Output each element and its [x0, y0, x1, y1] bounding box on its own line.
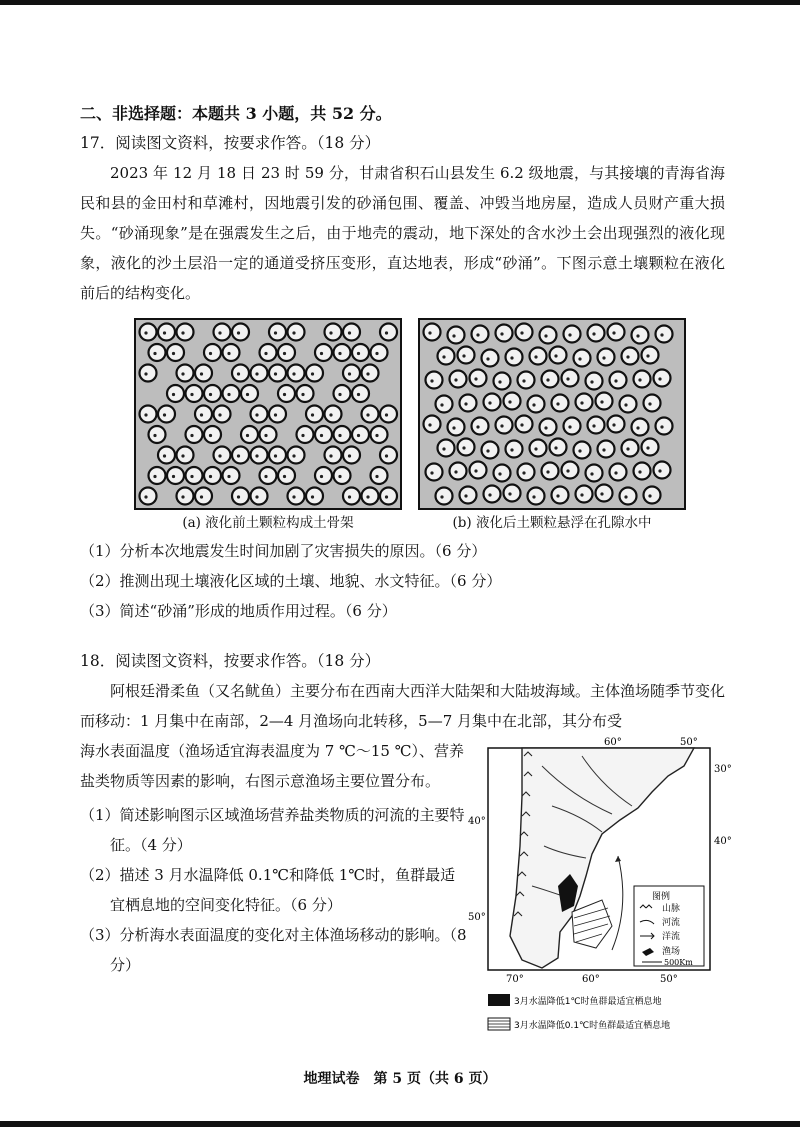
soil-particle: [562, 462, 579, 479]
soil-particle: [352, 385, 369, 402]
lat-30-right: 30°: [714, 764, 732, 775]
soil-particle: [278, 344, 295, 361]
figure-a: [134, 318, 402, 536]
soil-particle: [214, 324, 231, 341]
soil-particle: [251, 447, 268, 464]
figure-b-image: [418, 318, 686, 510]
soil-particle: [223, 467, 240, 484]
liquefaction-figures: [134, 318, 686, 536]
question-18-paragraph-1: 阿根廷滑柔鱼（又名鱿鱼）主要分布在西南大西洋大陆架和大陆坡海域。主体渔场随季节变化而移动：1 月集中在南部，2—4 月渔场向北转移，5—7 月集中在北部，其分布受: [80, 682, 726, 730]
soil-particle: [306, 365, 323, 382]
lat-40-left: 40°: [468, 816, 486, 827]
soil-particle: [371, 467, 388, 484]
figure-a-image: [134, 318, 402, 510]
soil-particle: [470, 462, 487, 479]
soil-particle: [608, 324, 625, 341]
question-18-body: [80, 736, 732, 1031]
soil-particle: [656, 326, 673, 343]
soil-particle: [622, 440, 639, 457]
soil-particle: [530, 348, 547, 365]
soil-particle: [186, 426, 203, 443]
soil-particle: [325, 406, 342, 423]
soil-particle: [642, 347, 659, 364]
soil-particle: [343, 447, 360, 464]
soil-particle: [530, 440, 547, 457]
soil-particle: [450, 371, 467, 388]
soil-particle: [540, 419, 557, 436]
soil-particle: [528, 488, 545, 505]
soil-particle: [518, 464, 535, 481]
soil-particle: [436, 488, 453, 505]
figure-b: [418, 318, 686, 536]
soil-particle: [550, 347, 567, 364]
fishery-map-svg: [462, 736, 752, 1066]
soil-particle: [588, 325, 605, 342]
soil-particle: [656, 418, 673, 435]
bottom-rule: [0, 1121, 800, 1127]
legend-mountain: 山脉: [662, 904, 681, 914]
fishery-map: [462, 736, 752, 1066]
key1-label: 3月水温降低1℃时鱼群最适宜栖息地: [514, 997, 662, 1007]
soil-particle: [195, 406, 212, 423]
legend-fishery: 渔场: [662, 947, 681, 957]
soil-particle: [620, 488, 637, 505]
soil-particle: [288, 488, 305, 505]
soil-particle: [278, 385, 295, 402]
soil-particle: [460, 395, 477, 412]
soil-particle: [195, 488, 212, 505]
soil-particle: [586, 465, 603, 482]
legend-river: 河流: [662, 918, 681, 928]
soil-particle: [186, 385, 203, 402]
soil-particle: [450, 463, 467, 480]
soil-particle: [518, 372, 535, 389]
soil-particle: [167, 467, 184, 484]
soil-particle: [458, 439, 475, 456]
soil-particle: [260, 467, 277, 484]
question-17-sub3: （3）简述“砂涌”形成的地质作用过程。（6 分）: [80, 602, 397, 620]
soil-particle: [140, 406, 157, 423]
soil-particle: [371, 344, 388, 361]
soil-particle: [586, 373, 603, 390]
soil-particle: [494, 465, 511, 482]
key2-label: 3月水温降低0.1℃时鱼群最适宜栖息地: [514, 1021, 671, 1031]
soil-particle: [634, 371, 651, 388]
soil-particle: [470, 370, 487, 387]
soil-particle: [576, 486, 593, 503]
soil-particle: [177, 488, 194, 505]
soil-particle: [654, 370, 671, 387]
soil-particle: [610, 372, 627, 389]
question-18-sub3: （3）分析海水表面温度的变化对主体渔场移动的影响。（8 分）: [80, 926, 467, 974]
soil-particle: [506, 349, 523, 366]
soil-particle: [528, 396, 545, 413]
soil-particle: [610, 464, 627, 481]
soil-particle: [297, 385, 314, 402]
soil-particle: [306, 488, 323, 505]
soil-particle: [588, 417, 605, 434]
soil-particle: [552, 395, 569, 412]
soil-particle: [325, 324, 342, 341]
soil-particle: [232, 365, 249, 382]
soil-particle: [343, 365, 360, 382]
soil-particle: [424, 324, 441, 341]
soil-particle: [158, 324, 175, 341]
soil-particle: [576, 394, 593, 411]
soil-particle: [596, 485, 613, 502]
soil-particle: [642, 439, 659, 456]
soil-particle: [458, 347, 475, 364]
question-17-sub2: （2）推测出现土壤液化区域的土壤、地貌、水文特征。（6 分）: [80, 572, 502, 590]
lat-40-right: 40°: [714, 836, 732, 847]
soil-particle: [325, 447, 342, 464]
soil-particle: [496, 325, 513, 342]
soil-particle: [158, 406, 175, 423]
soil-particle: [574, 442, 591, 459]
soil-particle: [496, 417, 513, 434]
soil-particle: [482, 442, 499, 459]
soil-particle: [140, 488, 157, 505]
soil-particle: [158, 447, 175, 464]
soil-particle: [426, 372, 443, 389]
soil-particle: [362, 406, 379, 423]
soil-particle: [334, 426, 351, 443]
soil-particle: [352, 426, 369, 443]
soil-particle: [516, 416, 533, 433]
soil-particle: [260, 426, 277, 443]
soil-particle: [598, 349, 615, 366]
soil-particle: [288, 365, 305, 382]
soil-particle: [472, 326, 489, 343]
soil-particle: [574, 350, 591, 367]
soil-particle: [362, 365, 379, 382]
soil-particle: [251, 488, 268, 505]
question-17-sub1: （1）分析本次地震发生时间加剧了灾害损失的原因。（6 分）: [80, 542, 487, 560]
soil-particle: [278, 467, 295, 484]
soil-particle: [297, 426, 314, 443]
soil-particle: [167, 385, 184, 402]
soil-particle: [288, 324, 305, 341]
soil-particle: [232, 488, 249, 505]
soil-particle: [315, 344, 332, 361]
soil-particle: [644, 487, 661, 504]
soil-particle: [644, 395, 661, 412]
soil-particle: [596, 393, 613, 410]
soil-particle: [315, 467, 332, 484]
lon-60-top: 60°: [604, 737, 622, 748]
soil-particle: [177, 324, 194, 341]
soil-particle: [269, 406, 286, 423]
soil-particle: [371, 426, 388, 443]
soil-particle: [484, 394, 501, 411]
soil-particle: [204, 467, 221, 484]
soil-particle: [380, 406, 397, 423]
soil-particle: [343, 488, 360, 505]
soil-particle: [288, 447, 305, 464]
legend-title: 图例: [652, 892, 671, 902]
soil-particle: [436, 396, 453, 413]
soil-particle: [550, 439, 567, 456]
soil-particle: [424, 416, 441, 433]
soil-particle: [251, 406, 268, 423]
soil-particle: [438, 348, 455, 365]
soil-particle: [426, 464, 443, 481]
soil-particle: [204, 426, 221, 443]
page-footer: 地理试卷 第 5 页（共 6 页）: [303, 1071, 497, 1087]
lon-60-bottom: 60°: [582, 974, 600, 985]
soil-particle: [241, 426, 258, 443]
soil-particle: [251, 365, 268, 382]
soil-particle: [504, 393, 521, 410]
lon-50-top: 50°: [680, 737, 698, 748]
soil-particle: [620, 396, 637, 413]
soil-particle: [654, 462, 671, 479]
lon-70-bottom: 70°: [506, 974, 524, 985]
soil-particle: [632, 327, 649, 344]
legend-current: 洋流: [662, 932, 681, 942]
section-title: 二、非选择题：本题共 3 小题，共 52 分。: [80, 104, 392, 123]
question-17-head: 17．阅读图文资料，按要求作答。（18 分）: [80, 134, 381, 152]
soil-particle: [482, 350, 499, 367]
soil-particle: [177, 447, 194, 464]
soil-particle: [140, 324, 157, 341]
soil-particle: [542, 463, 559, 480]
soil-particle: [306, 406, 323, 423]
soil-particle: [186, 467, 203, 484]
soil-particle: [448, 327, 465, 344]
key1-swatch: [488, 994, 510, 1006]
soil-particle: [448, 419, 465, 436]
soil-particle: [516, 324, 533, 341]
soil-particle: [564, 418, 581, 435]
figure-b-caption: (b) 液化后土颗粒悬浮在孔隙水中: [452, 515, 652, 531]
question-18-paragraph-2: 海水表面温度（渔场适宜海表温度为 7 ℃～15 ℃）、营养盐类物质等因素的影响，右图示意渔场主要位置分布。: [80, 742, 464, 790]
soil-particle: [315, 426, 332, 443]
soil-particle: [484, 486, 501, 503]
soil-particle: [260, 344, 277, 361]
soil-particle: [149, 426, 166, 443]
soil-particle: [562, 370, 579, 387]
question-17-paragraph: 2023 年 12 月 18 日 23 时 59 分，甘肃省积石山县发生 6.2 级地震，与其接壤的青海省海民和县的金田村和草滩村，因地震引发的砂涌包围、覆盖、冲毁当地房屋，造成人员财产重大损失。“砂涌现象”是在强震发生之后，由于地壳的震动，地下深处的含水沙土会出现强烈的液化现象，液化的沙土层沿一定的通道受挤压变形，直达地表，形成“砂涌”。下图示意土壤颗粒在液化前后的结构变化。: [80, 164, 725, 302]
soil-particle: [232, 447, 249, 464]
soil-particle: [140, 365, 157, 382]
soil-particle: [472, 418, 489, 435]
soil-particle: [362, 488, 379, 505]
soil-particle: [269, 324, 286, 341]
soil-particle: [214, 406, 231, 423]
soil-particle: [241, 385, 258, 402]
soil-particle: [552, 487, 569, 504]
soil-particle: [506, 441, 523, 458]
soil-particle: [334, 385, 351, 402]
soil-particle: [598, 441, 615, 458]
soil-particle: [149, 344, 166, 361]
figure-a-caption: (a) 液化前土颗粒构成土骨架: [182, 515, 354, 531]
soil-particle: [494, 373, 511, 390]
soil-particle: [177, 365, 194, 382]
soil-particle: [352, 344, 369, 361]
soil-particle: [334, 467, 351, 484]
soil-particle: [232, 324, 249, 341]
soil-particle: [343, 324, 360, 341]
soil-particle: [269, 365, 286, 382]
soil-particle: [380, 488, 397, 505]
soil-particle: [564, 326, 581, 343]
soil-particle: [622, 348, 639, 365]
soil-particle: [460, 487, 477, 504]
question-18-head: 18．阅读图文资料，按要求作答。（18 分）: [80, 652, 381, 670]
lon-50-bottom: 50°: [660, 974, 678, 985]
soil-particle: [438, 440, 455, 457]
soil-particle: [504, 485, 521, 502]
lat-50-left: 50°: [468, 912, 486, 923]
soil-particle: [149, 467, 166, 484]
soil-particle: [223, 344, 240, 361]
soil-particle: [632, 419, 649, 436]
question-18-sub1: （1）简述影响图示区域渔场营养盐类物质的河流的主要特征。（4 分）: [80, 806, 465, 854]
soil-particle: [380, 447, 397, 464]
scale-label: 500Km: [664, 958, 693, 967]
soil-particle: [204, 385, 221, 402]
soil-particle: [542, 371, 559, 388]
question-18-sub2: （2）描述 3 月水温降低 0.1℃和降低 1℃时，鱼群最适宜栖息地的空间变化特征。（6 分）: [80, 866, 456, 914]
soil-particle: [608, 416, 625, 433]
soil-particle: [634, 463, 651, 480]
top-rule: [0, 0, 800, 5]
soil-particle: [214, 447, 231, 464]
soil-particle: [195, 365, 212, 382]
soil-particle: [540, 327, 557, 344]
soil-particle: [167, 344, 184, 361]
soil-particle: [204, 344, 221, 361]
soil-particle: [269, 447, 286, 464]
soil-particle: [380, 324, 397, 341]
page-content: [80, 100, 732, 1031]
question-18-text: [80, 736, 470, 980]
soil-particle: [223, 385, 240, 402]
soil-particle: [334, 344, 351, 361]
